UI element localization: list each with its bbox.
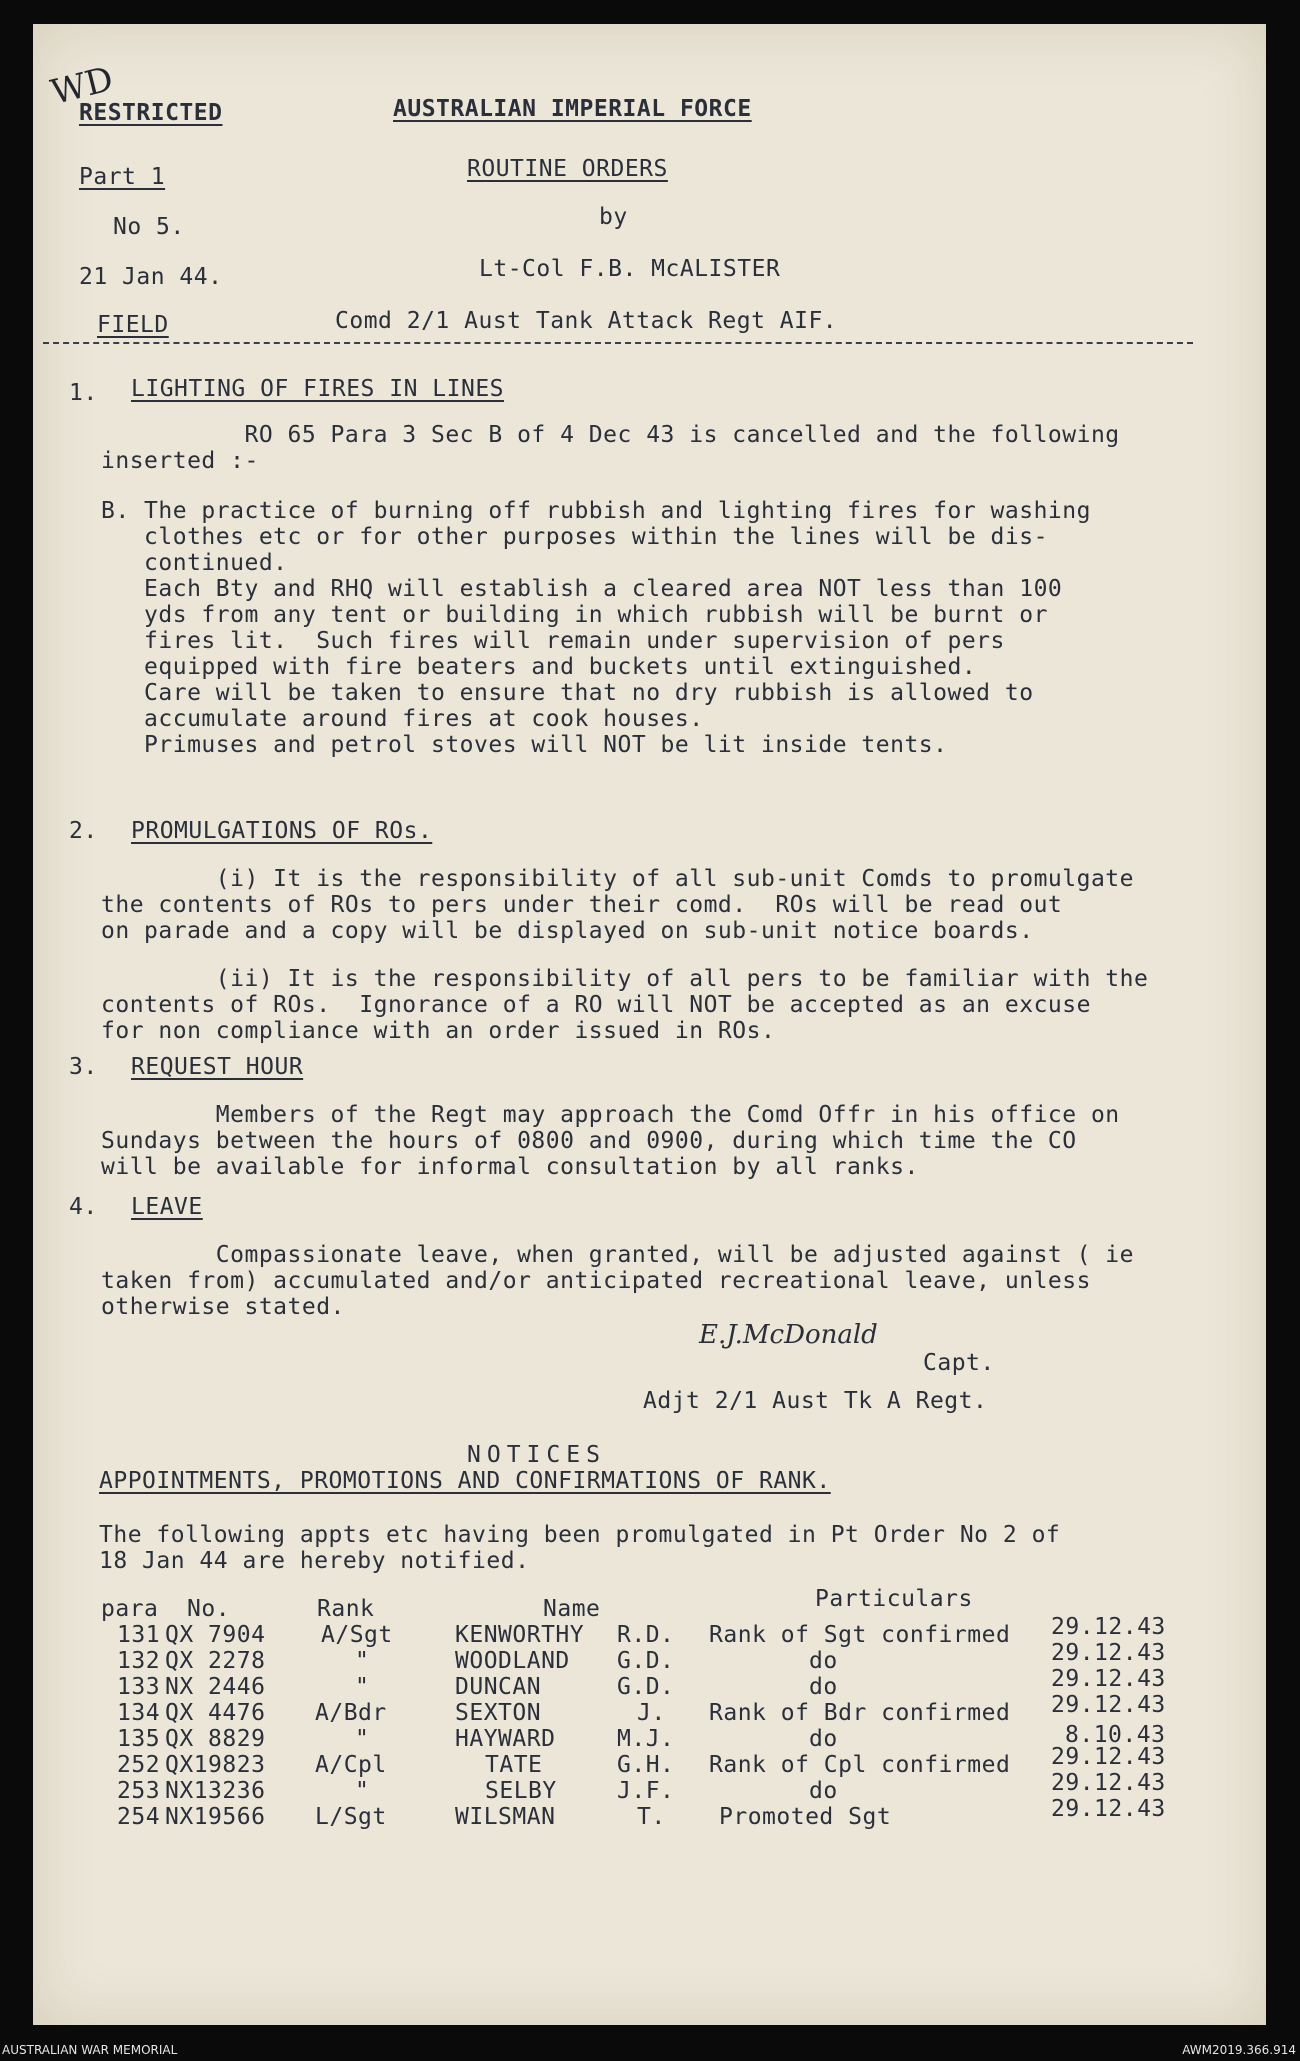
cell-date: 8.10.43 — [1065, 1722, 1166, 1748]
cell-particulars: do — [809, 1778, 838, 1804]
cell-name: HAYWARD — [455, 1726, 556, 1752]
cell-particulars: do — [809, 1648, 838, 1674]
cell-initials: M.J. — [617, 1726, 675, 1752]
cell-date: 29.12.43 — [1051, 1796, 1166, 1822]
section-number: 1. — [69, 380, 98, 406]
body-line: accumulate around fires at cook houses. — [101, 706, 704, 732]
order-number: No 5. — [113, 214, 185, 240]
col-header-para: para — [101, 1596, 159, 1622]
cell-initials: G.D. — [617, 1674, 675, 1700]
body-line: on parade and a copy will be displayed on sub-unit notice boards. — [101, 918, 1034, 944]
cell-para: 132 — [117, 1648, 161, 1674]
cell-para: 253 — [117, 1778, 161, 1804]
cell-no: QX 4476 — [165, 1700, 266, 1726]
notices-intro-line: 18 Jan 44 are hereby notified. — [99, 1548, 530, 1574]
body-line: Sundays between the hours of 0800 and 0900, during which time the CO — [101, 1128, 1077, 1154]
body-line: otherwise stated. — [101, 1294, 345, 1320]
cell-rank: A/Bdr — [315, 1700, 387, 1726]
cell-initials: G.H. — [617, 1752, 675, 1778]
body-line: (ii) It is the responsibility of all pers to be familiar with the — [101, 966, 1149, 992]
body-line: equipped with fire beaters and buckets until extinguished. — [101, 654, 977, 680]
body-line: yds from any tent or building in which rubbish will be burnt or — [101, 602, 1048, 628]
classification-label: RESTRICTED — [79, 100, 223, 126]
cell-particulars: Rank of Cpl confirmed — [709, 1752, 1011, 1778]
orders-title: ROUTINE ORDERS — [467, 156, 668, 182]
cell-date: 29.12.43 — [1051, 1744, 1166, 1770]
cell-particulars: Rank of Bdr confirmed — [709, 1700, 1011, 1726]
cell-name: DUNCAN — [455, 1674, 542, 1700]
cell-para: 133 — [117, 1674, 161, 1700]
handwritten-signature: E.J.McDonald — [699, 1320, 878, 1350]
body-line: (i) It is the responsibility of all sub-unit Comds to promulgate — [101, 866, 1134, 892]
body-line: will be available for informal consultation by all ranks. — [101, 1154, 919, 1180]
col-header-rank: Rank — [317, 1596, 375, 1622]
body-line: taken from) accumulated and/or anticipated recreational leave, unless — [101, 1268, 1091, 1294]
cell-name: SELBY — [485, 1778, 557, 1804]
document-page — [33, 24, 1266, 2025]
cell-para: 254 — [117, 1804, 161, 1830]
body-line: Care will be taken to ensure that no dry rubbish is allowed to — [101, 680, 1034, 706]
section-number: 4. — [69, 1194, 98, 1220]
force-title: AUSTRALIAN IMPERIAL FORCE — [393, 96, 752, 122]
command-line: Comd 2/1 Aust Tank Attack Regt AIF. — [335, 308, 838, 334]
cell-date: 29.12.43 — [1051, 1770, 1166, 1796]
cell-para: 131 — [117, 1622, 161, 1648]
cell-particulars: do — [809, 1674, 838, 1700]
cell-initials: J. — [637, 1700, 666, 1726]
cell-rank: A/Sgt — [321, 1622, 393, 1648]
cell-para: 134 — [117, 1700, 161, 1726]
notices-subheading: APPOINTMENTS, PROMOTIONS AND CONFIRMATIONS OF RANK. — [99, 1468, 831, 1494]
section-number: 3. — [69, 1054, 98, 1080]
footer-credit: AUSTRALIAN WAR MEMORIAL — [2, 2043, 178, 2057]
cell-date: 29.12.43 — [1051, 1666, 1166, 1692]
cell-name: KENWORTHY — [455, 1622, 585, 1648]
cell-rank: " — [355, 1648, 370, 1674]
cell-rank: " — [355, 1778, 370, 1804]
footer-accession: AWM2019.366.914 — [1182, 2043, 1296, 2057]
cell-no: NX13236 — [165, 1778, 266, 1804]
cell-name: WILSMAN — [455, 1804, 556, 1830]
cell-rank: L/Sgt — [315, 1804, 387, 1830]
cell-para: 135 — [117, 1726, 161, 1752]
cell-date: 29.12.43 — [1051, 1614, 1166, 1640]
body-line: inserted :- — [101, 448, 259, 474]
cell-rank: " — [355, 1674, 370, 1700]
body-line: clothes etc or for other purposes within the lines will be dis- — [101, 524, 1048, 550]
cell-initials: R.D. — [617, 1622, 675, 1648]
body-line: B. The practice of burning off rubbish and lighting fires for washing — [101, 498, 1091, 524]
section-title: LEAVE — [131, 1194, 203, 1220]
cell-no: QX 2278 — [165, 1648, 266, 1674]
cell-name: TATE — [485, 1752, 543, 1778]
cell-rank: " — [355, 1726, 370, 1752]
cell-no: QX19823 — [165, 1752, 266, 1778]
body-line: fires lit. Such fires will remain under supervision of pers — [101, 628, 1005, 654]
body-line: contents of ROs. Ignorance of a RO will NOT be accepted as an excuse — [101, 992, 1091, 1018]
notices-intro-line: The following appts etc having been promulgated in Pt Order No 2 of — [99, 1522, 1061, 1548]
location-label: FIELD — [97, 312, 169, 338]
cell-para: 252 — [117, 1752, 161, 1778]
header-divider — [43, 342, 1193, 344]
officer-name: Lt-Col F.B. McALISTER — [479, 256, 781, 282]
col-header-no: No. — [187, 1596, 231, 1622]
by-label: by — [599, 204, 628, 230]
cell-initials: T. — [637, 1804, 666, 1830]
cell-rank: A/Cpl — [315, 1752, 387, 1778]
cell-no: QX 8829 — [165, 1726, 266, 1752]
body-line: continued. — [101, 550, 288, 576]
section-title: REQUEST HOUR — [131, 1054, 304, 1080]
body-line: Compassionate leave, when granted, will be adjusted against ( ie — [101, 1242, 1134, 1268]
cell-initials: J.F. — [617, 1778, 675, 1804]
body-line: the contents of ROs to pers under their comd. ROs will be read out — [101, 892, 1063, 918]
cell-no: QX 7904 — [165, 1622, 266, 1648]
cell-name: WOODLAND — [455, 1648, 570, 1674]
cell-date: 29.12.43 — [1051, 1640, 1166, 1666]
cell-particulars: Promoted Sgt — [719, 1804, 892, 1830]
signature-rank: Capt. — [923, 1350, 995, 1376]
cell-particulars: do — [809, 1726, 838, 1752]
handwritten-initials: WD — [47, 59, 118, 113]
section-title: PROMULGATIONS OF ROs. — [131, 818, 433, 844]
cell-no: NX 2446 — [165, 1674, 266, 1700]
col-header-name: Name — [543, 1596, 601, 1622]
cell-date: 29.12.43 — [1051, 1692, 1166, 1718]
cell-name: SEXTON — [455, 1700, 542, 1726]
body-line: Primuses and petrol stoves will NOT be lit inside tents. — [101, 732, 948, 758]
cell-initials: G.D. — [617, 1648, 675, 1674]
col-header-particulars: Particulars — [815, 1586, 973, 1612]
body-line: Each Bty and RHQ will establish a cleared area NOT less than 100 — [101, 576, 1063, 602]
body-line: for non compliance with an order issued in ROs. — [101, 1018, 776, 1044]
part-label: Part 1 — [79, 164, 166, 190]
signature-appointment: Adjt 2/1 Aust Tk A Regt. — [643, 1388, 988, 1414]
order-date: 21 Jan 44. — [79, 264, 223, 290]
body-line: RO 65 Para 3 Sec B of 4 Dec 43 is cancelled and the following — [101, 422, 1120, 448]
notices-heading: NOTICES — [467, 1442, 606, 1468]
body-line: Members of the Regt may approach the Comd Offr in his office on — [101, 1102, 1120, 1128]
cell-particulars: Rank of Sgt confirmed — [709, 1622, 1011, 1648]
section-title: LIGHTING OF FIRES IN LINES — [131, 376, 505, 402]
appointments-table — [33, 1586, 1266, 1896]
table-row — [33, 1796, 1266, 1830]
cell-no: NX19566 — [165, 1804, 266, 1830]
section-number: 2. — [69, 818, 98, 844]
